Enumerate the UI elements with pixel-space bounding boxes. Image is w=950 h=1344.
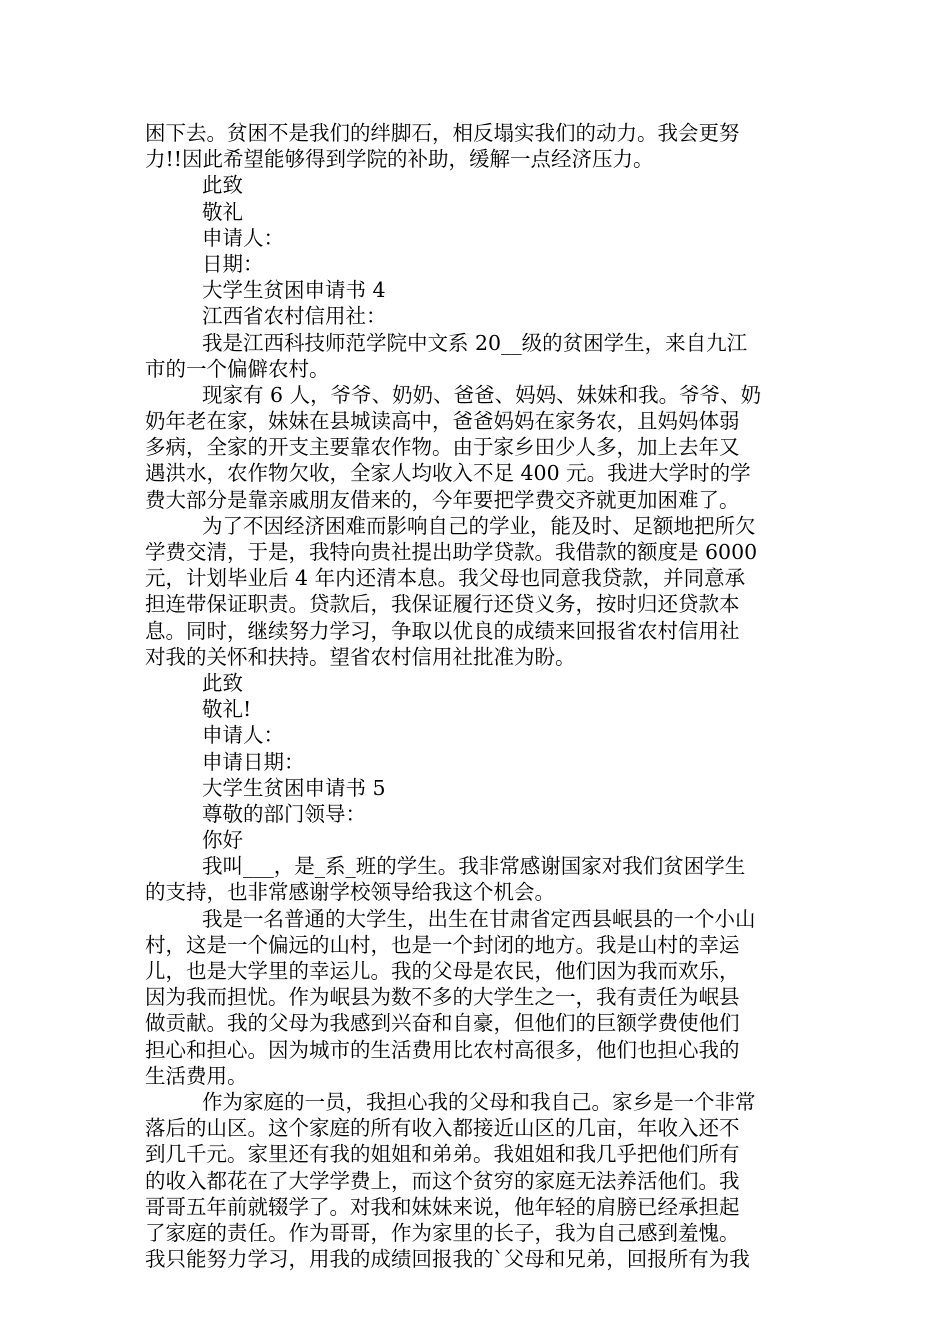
text-line: 作为家庭的一员，我担心我的父母和我自己。家乡是一个非常 xyxy=(202,1089,756,1114)
text-line: 大学生贫困申请书 4 xyxy=(202,278,386,303)
text-line: 奶年老在家，妹妹在县城读高中，爸爸妈妈在家务农，且妈妈体弱 xyxy=(145,409,740,434)
text-line: 为了不因经济困难而影响自己的学业，能及时、足额地把所欠 xyxy=(202,513,756,538)
text-line: 做贡献。我的父母为我感到兴奋和自豪，但他们的巨额学费使他们 xyxy=(145,1011,740,1036)
text-line: 多病，全家的开支主要靠农作物。由于家乡田少人多，加上去年又 xyxy=(145,435,740,460)
text-line: 遇洪水，农作物欠收，全家人均收入不足 400 元。我进大学时的学 xyxy=(145,461,751,486)
text-line: 此致 xyxy=(202,173,243,198)
text-line: 申请日期： xyxy=(202,749,305,774)
text-line: 你好 xyxy=(202,828,243,853)
text-line: 我只能努力学习，用我的成绩回报我的`父母和兄弟，回报所有为我 xyxy=(145,1247,750,1272)
document-body xyxy=(145,120,805,1272)
text-line: 生活费用。 xyxy=(145,1063,248,1088)
text-line: 担连带保证职责。贷款后，我保证履行还贷义务，按时归还贷款本 xyxy=(145,592,740,617)
text-line: 对我的关怀和扶持。望省农村信用社批准为盼。 xyxy=(145,644,576,669)
text-line: 日期： xyxy=(202,251,264,276)
text-line: 此致 xyxy=(202,670,243,695)
text-line: 的支持，也非常感谢学校领导给我这个机会。 xyxy=(145,880,555,905)
text-line: 儿，也是大学里的幸运儿。我的父母是农民，他们因为我而欢乐， xyxy=(145,959,740,983)
text-line: 尊敬的部门领导： xyxy=(202,801,366,826)
text-line: 村，这是一个偏远的山村，也是一个封闭的地方。我是山村的幸运 xyxy=(145,932,740,957)
text-line: 困下去。贫困不是我们的绊脚石，相反塌实我们的动力。我会更努 xyxy=(145,121,740,145)
text-line: 敬礼 xyxy=(202,199,243,224)
text-line: 哥哥五年前就辍学了。对我和妹妹来说，他年轻的肩膀已经承担起 xyxy=(145,1194,740,1219)
text-line: 费大部分是靠亲戚朋友借来的，今年要把学费交齐就更加困难了。 xyxy=(145,487,740,512)
text-line: 申请人： xyxy=(202,225,284,250)
text-line: 的收入都花在了大学学费上，而这个贫穷的家庭无法养活他们。我 xyxy=(145,1168,740,1193)
text-line: 息。同时，继续努力学习，争取以优良的成绩来回报省农村信用社 xyxy=(145,618,740,643)
text-line: 学费交清，于是，我特向贵社提出助学贷款。我借款的额度是 6000 xyxy=(145,540,758,564)
text-line: 申请人： xyxy=(202,723,284,748)
text-line: 担心和担心。因为城市的生活费用比农村高很多，他们也担心我的 xyxy=(145,1037,740,1062)
text-line: 敬礼! xyxy=(202,697,252,722)
text-line: 我是江西科技师范学院中文系 20__级的贫困学生，来自九江 xyxy=(202,330,748,355)
text-line: 因为我而担忧。作为岷县为数不多的大学生之一，我有责任为岷县 xyxy=(145,985,740,1010)
text-line: 我是一名普通的大学生，出生在甘肃省定西县岷县的一个小山 xyxy=(202,906,756,931)
text-line: 现家有 6 人，爷爷、奶奶、爸爸、妈妈、妹妹和我。爷爷、奶 xyxy=(202,382,762,407)
text-line: 了家庭的责任。作为哥哥，作为家里的长子，我为自己感到羞愧。 xyxy=(145,1220,740,1245)
text-line: 力!!因此希望能够得到学院的补助，缓解一点经济压力。 xyxy=(145,147,654,172)
text-line: 市的一个偏僻农村。 xyxy=(145,356,330,381)
text-line: 我叫___，是_系_班的学生。我非常感谢国家对我们贫困学生 xyxy=(202,854,746,879)
text-line: 元，计划毕业后 4 年内还清本息。我父母也同意我贷款，并同意承 xyxy=(145,566,746,591)
text-line: 江西省农村信用社： xyxy=(202,304,387,329)
text-line: 大学生贫困申请书 5 xyxy=(202,775,386,800)
text-line: 到几千元。家里还有我的姐姐和弟弟。我姐姐和我几乎把他们所有 xyxy=(145,1142,740,1167)
text-line: 落后的山区。这个家庭的所有收入都接近山区的几亩，年收入还不 xyxy=(145,1116,740,1141)
